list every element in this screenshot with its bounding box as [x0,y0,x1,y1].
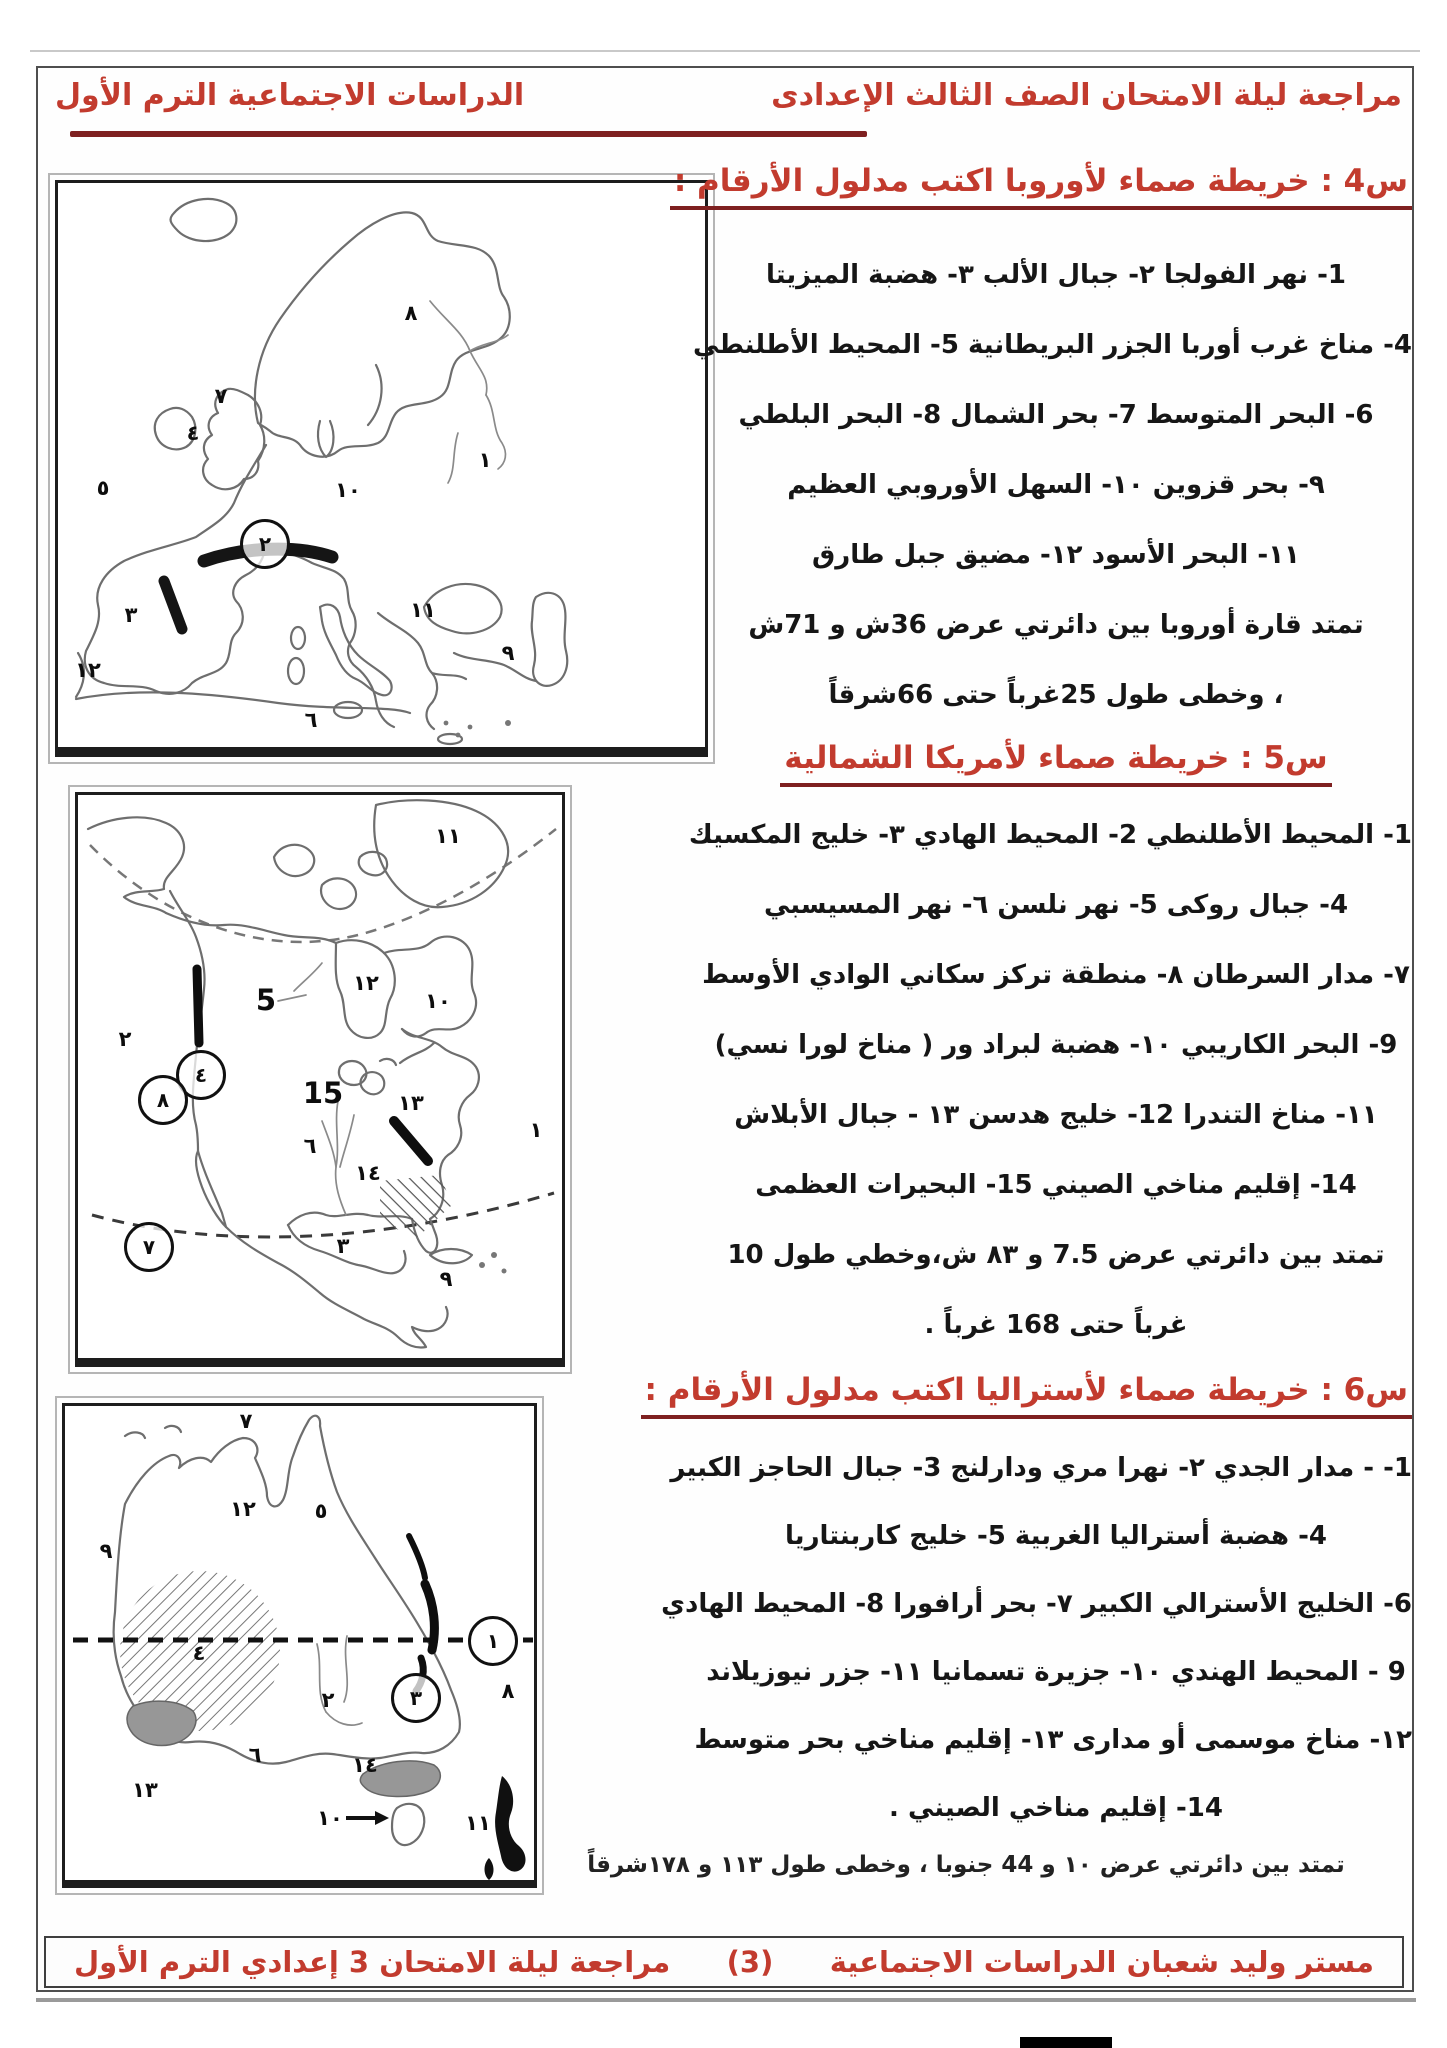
answer-line: ١٢- مناخ موسمى أو مدارى ١٣- إقليم مناخي بحر متوسط [694,1725,1412,1755]
answer-line: 9 - المحيط الهندي ١٠- جزيرة تسمانيا ١١- جزر نيوزيلاند [706,1657,1406,1687]
q4-title: س4 : خريطة صماء لأوروبا اكتب مدلول الأرقام : [670,163,1412,210]
map-number-label: ١٤ [355,1161,381,1185]
map-number-label: ١١ [465,1811,491,1835]
map-number-label: ١ [478,448,492,472]
q4-section-title-wrap [673,163,1412,210]
footer-teacher-name: مستر وليد شعبان الدراسات الاجتماعية [829,1945,1374,1979]
q4-answer-list [693,240,1412,730]
map-number-label: ١١ [410,598,436,622]
answer-line: ١١- البحر الأسود ١٢- مضيق جبل طارق [812,540,1300,570]
map-number-label: ١١ [435,824,461,848]
answer-line: تمتد قارة أوروبا بين دائرتي عرض 36ش و 71ش [748,610,1364,640]
map-number-label: ٦ [304,708,318,732]
footer-page-number: (3) [726,1945,774,1979]
map-number-label: ٥ [314,1499,328,1523]
map-number-label: ١٣ [398,1091,424,1115]
map-number-label: ٩ [99,1539,113,1563]
map-number-label: ١٠ [335,478,361,502]
answer-line: 4- هضبة أستراليا الغربية 5- خليج كاربنتاريا [785,1521,1327,1551]
map-number-label: ١ [529,1118,543,1142]
answer-line: 14- إقليم مناخي الصيني . [889,1793,1223,1823]
map-number-label: ٦ [303,1134,317,1158]
map-number-label: 15 [302,1076,344,1110]
q5-title: س5 : خريطة صماء لأمريكا الشمالية [780,740,1331,787]
map-number-label: ٩ [439,1267,453,1291]
answer-line: ، وخطى طول 25غرباً حتى 66شرقاً [828,680,1284,710]
answer-line: ١١- مناخ التندرا 12- خليج هدسن ١٣ - جبال الأبلاش [734,1100,1378,1130]
map-number-label: ١٠ [317,1806,343,1830]
q6-title: س6 : خريطة صماء لأستراليا اكتب مدلول الأرقام : [641,1372,1412,1419]
answer-line: 4- جبال روكى 5- نهر نلسن ٦- نهر المسيسبي [763,890,1349,920]
scan-edge-line [30,50,1420,52]
map-number-label: 5 [255,983,277,1017]
map-number-label: ٣ [391,1673,441,1723]
map-number-label: ٧ [214,384,228,408]
map-number-label: ٨ [404,301,418,325]
header-secondary-title: الدراسات الاجتماعية الترم الأول [55,78,525,113]
map-number-label: ٥ [96,476,110,500]
europe-map-drawing [58,183,705,747]
map-number-label: ٢ [321,1688,335,1712]
map-number-label: ٤ [186,421,200,445]
answer-line: ٧- مدار السرطان ٨- منطقة تركز سكاني الوادي الأوسط [702,960,1410,990]
map-number-label: ٤ [192,1641,206,1665]
page-footer [44,1936,1404,1988]
scan-artifact-black-mark [1020,2037,1112,2048]
map-number-label: ٨ [501,1679,515,1703]
map-number-label: ٩ [501,641,515,665]
q5-answer-list [688,800,1412,1360]
map-number-label: ١٢ [230,1497,256,1521]
answer-line: 6- البحر المتوسط 7- بحر الشمال 8- البحر البلطي [738,400,1374,430]
q5-section-title-wrap [700,740,1412,787]
australia-map-drawing [65,1406,534,1880]
q6-answer-list [661,1434,1412,1842]
page-header [55,78,1402,130]
map-number-label: ٣ [336,1234,350,1258]
page-bottom-border-line [36,1998,1416,2002]
answer-line: 1- نهر الفولجا ٢- جبال الألب ٣- هضبة الميزيتا [766,260,1346,290]
australia-map-box [62,1403,537,1888]
north-america-map-box [75,792,565,1367]
answer-line: 6- الخليج الأسترالي الكبير ٧- بحر أرافورا 8- المحيط الهادي [661,1589,1412,1619]
answer-line: ٩- بحر قزوين ١٠- السهل الأوروبي العظيم [787,470,1325,500]
map-number-label: ٣ [124,603,138,627]
map-number-label: ٢ [118,1027,132,1051]
header-underline [70,131,867,137]
map-number-label: ٤ [176,1050,226,1100]
q6-section-title-wrap [644,1372,1412,1419]
answer-line: غرباً حتى 168 غرباً . [924,1310,1188,1340]
answer-line: 1- المحيط الأطلنطي 2- المحيط الهادي ٣- خليج المكسيك [688,820,1412,850]
map-number-label: ٦ [248,1743,262,1767]
header-main-title: مراجعة ليلة الامتحان الصف الثالث الإعدادى [771,78,1402,113]
map-number-label: ١٤ [352,1753,378,1777]
map-number-label: ١٢ [75,658,101,682]
answer-line: 1- - مدار الجدي ٢- نهرا مري ودارلنج 3- جبال الحاجز الكبير [670,1453,1412,1483]
answer-line: 14- إقليم مناخي الصيني 15- البحيرات العظمى [755,1170,1357,1200]
footer-review-title: مراجعة ليلة الامتحان 3 إعدادي الترم الأول [74,1945,671,1979]
q6-extent-footnote: تمتد بين دائرتي عرض ١٠ و 44 جنوبا ، وخطى طول ١١٣ و ١٧٨شرقاً [587,1852,1345,1878]
answer-line: 4- مناخ غرب أوربا الجزر البريطانية 5- المحيط الأطلنطي [693,330,1412,360]
map-number-label: ٨ [138,1075,188,1125]
map-number-label: ٧ [124,1222,174,1272]
map-number-label: ٢ [240,519,290,569]
answer-line: 9- البحر الكاريبي ١٠- هضبة لبراد ور ( مناخ لورا نسي) [714,1030,1398,1060]
map-number-label: ٧ [239,1409,253,1433]
map-number-label: ١٠ [425,989,451,1013]
map-number-label: ١٢ [353,971,379,995]
answer-line: تمتد بين دائرتي عرض 7.5 و ٨٣ ش،وخطي طول 10 [727,1240,1385,1270]
map-number-label: ١٣ [132,1778,158,1802]
europe-map-box [55,180,708,757]
map-number-label: ١ [468,1616,518,1666]
